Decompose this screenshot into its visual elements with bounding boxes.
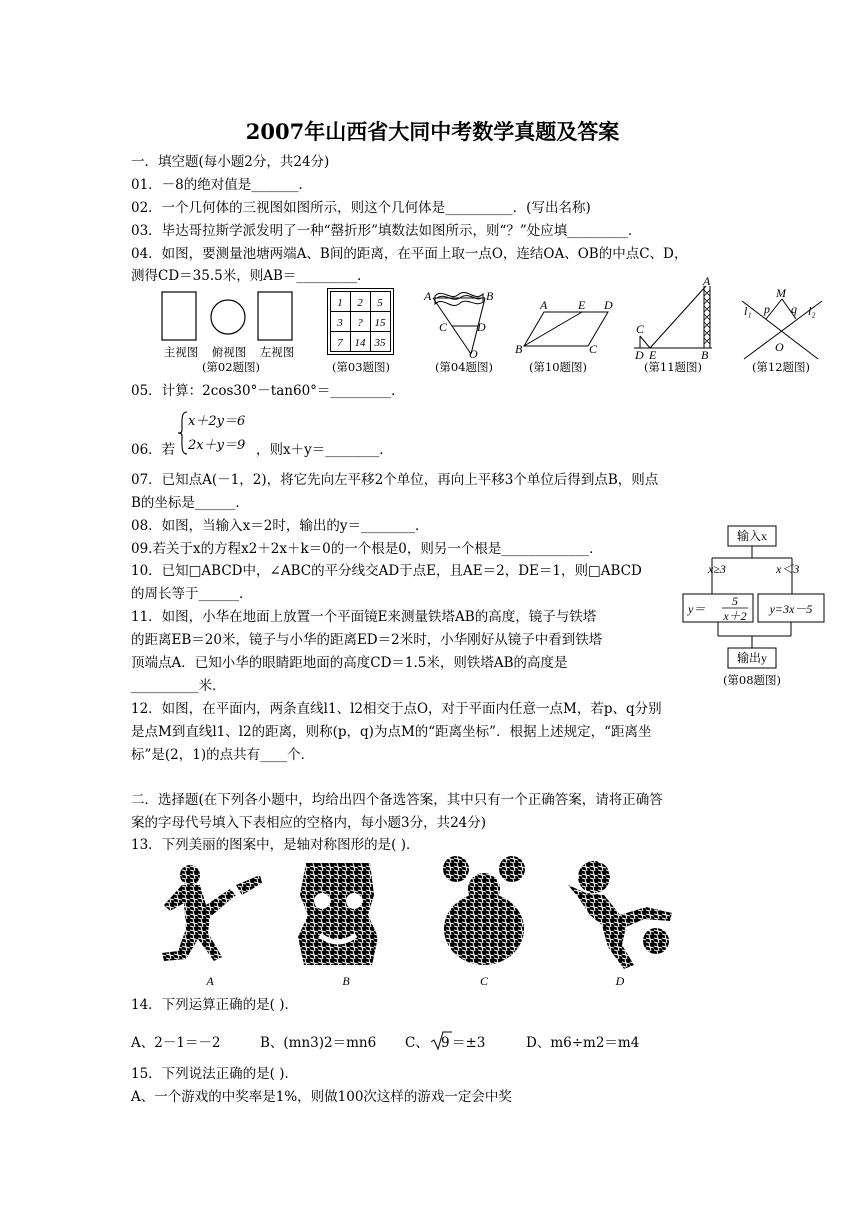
q14-option-d: D、m6÷m2＝m4: [526, 1035, 640, 1051]
point-label: D: [604, 298, 613, 312]
question-10-line2: 的周长等于______．: [131, 586, 253, 602]
question-12-line1: 12．如图，在平面内，两条直线l1、l2相交于点O，对于平面内任意一点M，若p、q分别: [131, 701, 662, 717]
question-12-line3: 标”是(2，1)的点共有____个．: [131, 747, 315, 763]
question-09: 09.若关于x的方程x2＋2x＋k＝0的一个根是0，则另一个根是_____________．: [131, 541, 603, 557]
line-label: l₂: [808, 304, 816, 318]
option-label: C: [479, 974, 489, 988]
question-07-line2: B的坐标是______．: [131, 495, 249, 511]
option-label: A: [206, 974, 214, 988]
flow-formula-left-den: x＋2: [723, 609, 747, 623]
grid-cell: 5: [377, 297, 383, 309]
question-13: 13．下列美丽的图案中，是轴对称图形的是( )．: [131, 837, 420, 853]
pattern-a: [162, 865, 262, 961]
page-title: 2007年山西省大同中考数学真题及答案: [245, 119, 620, 144]
question-01: 01．－8的绝对值是_______．: [131, 177, 313, 193]
question-14: 14．下列运算正确的是( )．: [131, 997, 299, 1013]
number-grid: [327, 288, 397, 356]
point-label: E: [649, 348, 657, 362]
grid-cell: 35: [374, 337, 386, 349]
figure-03-caption: (第03题图): [331, 360, 391, 374]
grid-cell: 14: [354, 337, 366, 349]
pattern-d: [568, 861, 672, 969]
flow-formula-left-lhs: y＝: [688, 602, 706, 616]
parallelogram-drawing: [514, 298, 624, 358]
question-11-line4: __________米．: [131, 678, 226, 694]
section2-line1: 二．选择题(在下列各小题中，均给出四个备选答案，其中只有一个正确答案，请将正确答: [131, 792, 663, 808]
point-label: C: [439, 320, 448, 334]
option-label: D: [615, 974, 625, 988]
figure-04-caption: (第04题图): [434, 360, 494, 374]
point-label: C: [636, 322, 645, 336]
flow-formula-left-num: 5: [732, 594, 738, 608]
mosaic-patterns: [150, 855, 710, 988]
q14-option-c-prefix: C、: [405, 1035, 429, 1051]
section1-heading: 一．填空题(每小题2分，共24分): [131, 154, 330, 170]
question-06-suffix: ，则x＋y＝________．: [256, 442, 393, 458]
pond-drawing: [423, 288, 513, 361]
point-label: B: [486, 289, 494, 303]
point-label: C: [589, 342, 598, 356]
question-07-line1: 07．已知点A(－1，2)，将它先向左平移2个单位，再向上平移3个单位后得到点B，则点: [131, 472, 659, 488]
flowchart: [680, 524, 813, 694]
question-05: 05．计算：2cos30°－tan60°＝_________．: [131, 383, 405, 399]
grid-cell: 15: [374, 317, 386, 329]
q14-option-b: B、(mn3)2＝mn6: [260, 1035, 377, 1051]
point-label: D: [635, 348, 644, 362]
point-label: O: [775, 340, 784, 354]
option-label: B: [342, 974, 350, 988]
grid-cell: 2: [357, 297, 363, 309]
q14-option-c-suffix: ＝±3: [452, 1035, 486, 1051]
figure-12-caption: (第12题图): [751, 360, 811, 374]
top-view-label: 俯视图: [211, 345, 247, 359]
point-label: B: [701, 348, 709, 362]
question-06-prefix: 06．若: [131, 442, 176, 458]
flow-condition-left: x≥3: [708, 562, 726, 576]
pattern-c: [443, 856, 525, 965]
question-11-line1: 11．如图，小华在地面上放置一个平面镜E来测量铁塔AB的高度，镜子与铁塔: [131, 609, 597, 625]
question-03: 03．毕达哥拉斯学派发明了一种“罄折形”填数法如图所示，则“？”处应填_________．: [131, 223, 642, 239]
question-04-line2: 测得CD＝35.5米，则AB＝_________．: [131, 268, 371, 284]
three-views-drawing: [160, 290, 300, 350]
grid-cell: 3: [337, 317, 343, 329]
point-label: D: [477, 320, 486, 334]
question-10-line1: 10．已知□ABCD中，∠ABC的平分线交AD于点E，且AE＝2，DE＝1，则□ABCD: [131, 563, 642, 579]
question-11-line2: 的距离EB＝20米，镜子与小华的距离ED＝2米时，小华刚好从镜子中看到铁塔: [131, 632, 603, 648]
question-08: 08．如图，当输入x＝2时，输出的y＝________．: [131, 518, 429, 534]
question-15: 15．下列说法正确的是( )．: [131, 1066, 299, 1082]
point-label: E: [578, 298, 586, 312]
figure-02-caption: (第02题图): [201, 360, 261, 374]
question-04-line1: 04．如图，要测量池塘两端A、B间的距离，在平面上取一点O，连结OA、OB的中点C、D，: [131, 246, 688, 262]
grid-cell: 7: [337, 337, 343, 349]
figure-08-caption: (第08题图): [722, 673, 782, 687]
figure-11-caption: (第11题图): [643, 360, 703, 374]
figure-10-caption: (第10题图): [528, 360, 588, 374]
equation-2: 2x＋y＝9: [188, 438, 246, 453]
question-11-line3: 顶端点A．已知小华的眼睛距地面的高度CD＝1.5米，则铁塔AB的高度是: [131, 655, 568, 671]
point-label: M: [776, 286, 786, 300]
side-view-label: 左视图: [259, 345, 295, 359]
flow-output: 输出y: [736, 651, 768, 665]
intersecting-lines-drawing: [738, 285, 828, 365]
point-label: O: [469, 347, 478, 361]
q14-option-a: A、2－1＝－2: [131, 1035, 221, 1051]
q14-option-c-radicand: 9: [441, 1035, 450, 1051]
point-label: A: [424, 289, 432, 303]
point-label: B: [515, 342, 523, 356]
grid-cell: ?: [357, 317, 363, 329]
flow-formula-right: y=3x－5: [769, 602, 813, 616]
grid-cell: 1: [337, 297, 343, 309]
flow-input: 输入x: [736, 529, 768, 543]
equation-1: x＋2y＝6: [188, 414, 246, 429]
flow-condition-right: x＜3: [776, 562, 800, 576]
point-label: A: [540, 298, 548, 312]
line-label: l₁: [744, 304, 752, 318]
question-02: 02．一个几何体的三视图如图所示，则这个几何体是__________．(写出名称): [131, 200, 591, 216]
point-label: q: [791, 302, 797, 316]
tower-drawing: [632, 276, 722, 361]
point-label: p: [764, 302, 770, 316]
question-12-line2: 是点M到直线l1、l2的距离，则称(p，q)为点M的“距离坐标”．根据上述规定，“距离坐: [131, 724, 652, 740]
front-view-label: 主视图: [163, 345, 199, 359]
section2-line2: 案的字母代号填入下表相应的空格内，每小题3分，共24分): [131, 815, 487, 831]
pattern-b: [298, 863, 378, 965]
point-label: A: [703, 274, 711, 288]
q15-option-a: A、一个游戏的中奖率是1%，则做100次这样的游戏一定会中奖: [131, 1089, 512, 1105]
